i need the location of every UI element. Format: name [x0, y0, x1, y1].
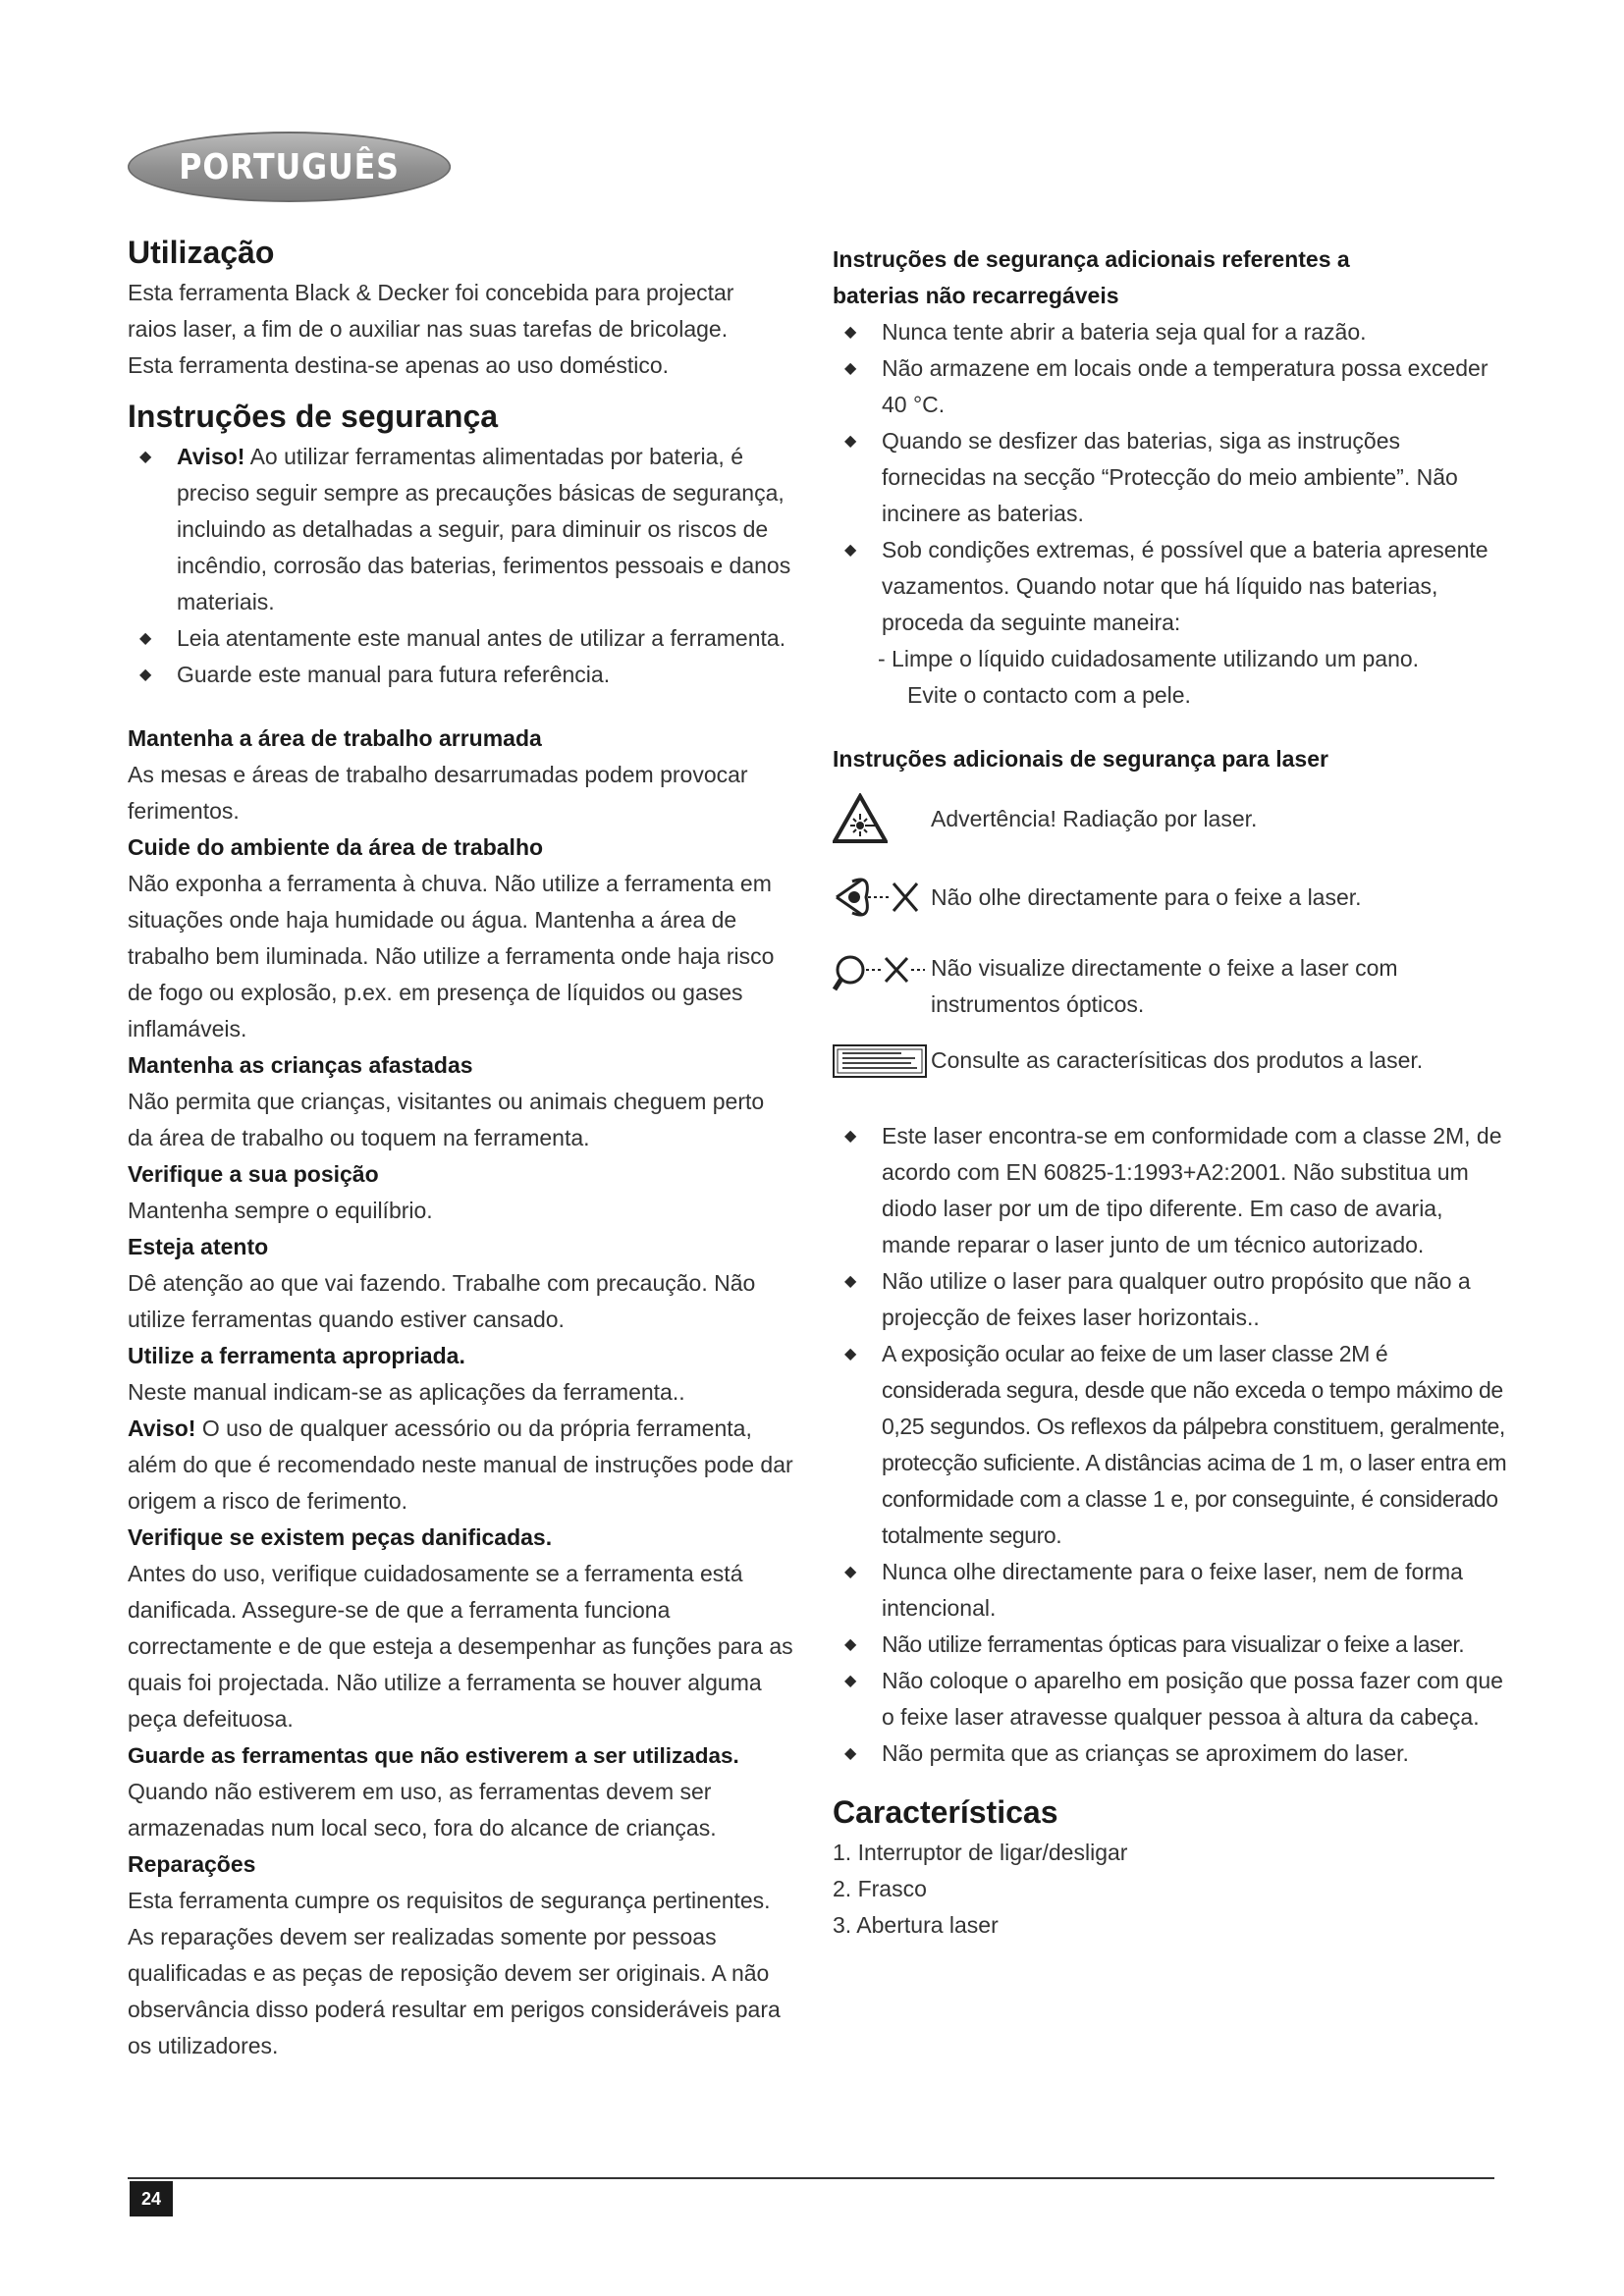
subsection-title: Mantenha as crianças afastadas [128, 1052, 473, 1078]
eye-no-stare-icon [833, 872, 931, 923]
page-number: 24 [130, 2181, 173, 2216]
bullet-icon: ◆ [844, 1346, 856, 1362]
footer-divider [128, 2177, 1494, 2179]
subsection-text: Neste manual indicam-se as aplicações da ferramenta.. [128, 1379, 685, 1405]
product-label-text: Consulte as caracterísiticas dos produtos a laser. [931, 1047, 1424, 1073]
magnifier-no-view-icon [833, 950, 931, 995]
bullet-text: Guarde este manual para futura referência. [177, 662, 611, 687]
feature-item: 2. Frasco [833, 1876, 927, 1901]
bullet-icon: ◆ [139, 449, 152, 465]
bullet-item [833, 1118, 1510, 1263]
bullet-icon: ◆ [844, 1636, 856, 1653]
subsection-warning [128, 1411, 795, 1520]
no-stare-row [833, 872, 1510, 923]
bullet-text: Quando se desfizer das baterias, siga as instruções fornecidas na secção “Protecção do meio ambiente”. Não incinere as baterias. [882, 428, 1458, 526]
subsection-text: Quando não estiverem em uso, as ferramentas devem ser armazenadas num local seco, fora do alcance de crianças. [128, 1779, 717, 1841]
bullet-text: Nunca olhe directamente para o feixe laser, nem de forma intencional. [882, 1559, 1463, 1621]
laser-warning-text: Advertência! Radiação por laser. [931, 805, 1258, 831]
bullet-text: Não coloque o aparelho em posição que possa fazer com que o feixe laser atravesse qualquer pessoa à altura da cabeça. [882, 1668, 1503, 1730]
bullet-icon: ◆ [844, 1128, 857, 1145]
laser-warning-row [833, 793, 1510, 844]
bullet-icon: ◆ [844, 542, 857, 559]
right-column [833, 234, 1510, 1944]
paragraph-utilizacao: Esta ferramenta Black & Decker foi concebida para projectar raios laser, a fim de o auxiliar nas suas tarefas de bricolage. Esta ferramenta destina-se apenas ao uso doméstico. [128, 280, 734, 378]
bullet-text: A exposição ocular ao feixe de um laser classe 2M é considerada segura, desde que não exceda o tempo máximo de 0,25 segundos. Os reflexos da pálpebra constituem, geralmente, protecção suficiente. A distâncias acima de 1 m, o laser entra em conformidade com a classe 1 e, por conseguinte, é considerado totalmente seguro. [882, 1341, 1507, 1548]
bullet-leia [128, 620, 795, 657]
bullet-item [833, 314, 1510, 350]
bullet-text: Ao utilizar ferramentas alimentadas por bateria, é preciso seguir sempre as precauções básicas de segurança, incluindo as detalhadas a seguir, para diminuir os riscos de incêndio, corrosão das baterias, ferimentos pessoais e danos materiais. [177, 444, 791, 614]
bullet-text: Não armazene em locais onde a temperatura possa exceder 40 °C. [882, 355, 1489, 417]
bullet-icon: ◆ [844, 1564, 857, 1580]
bullet-item [833, 423, 1510, 532]
dash-item-continued: Evite o contacto com a pele. [907, 682, 1191, 708]
bullet-item [833, 1663, 1510, 1735]
bullet-icon: ◆ [844, 360, 857, 377]
subsection-title: Verifique a sua posição [128, 1161, 379, 1187]
warning-label: Aviso! [128, 1415, 196, 1441]
left-column [128, 234, 795, 2064]
bullet-guarde [128, 657, 795, 693]
subsection-text: Não exponha a ferramenta à chuva. Não utilize a ferramenta em situações onde haja humidade ou água. Mantenha a área de trabalho bem iluminada. Não utilize a ferramenta onde haja risco de fogo ou explosão, p.ex. em presença de líquidos ou gases inflamáveis. [128, 871, 775, 1041]
subsection-title-laser: Instruções adicionais de segurança para laser [833, 746, 1328, 772]
subsection-title: Esteja atento [128, 1234, 269, 1259]
language-tab: PORTUGUÊS [128, 132, 451, 202]
feature-item: 1. Interruptor de ligar/desligar [833, 1840, 1128, 1865]
subsection-title: Cuide do ambiente da área de trabalho [128, 834, 544, 860]
subsection-text: Mantenha sempre o equilíbrio. [128, 1198, 433, 1223]
bullet-text: Nunca tente abrir a bateria seja qual for a razão. [882, 319, 1367, 345]
subsection-text: Esta ferramenta cumpre os requisitos de segurança pertinentes. As reparações devem ser realizadas somente por pessoas qualificadas e as peças de reposição devem ser originais. A não observância disso poderá resultar em perigos consideráveis para os utilizadores. [128, 1888, 781, 2058]
subsection-title: Verifique se existem peças danificadas. [128, 1524, 553, 1550]
product-label-icon [833, 1044, 931, 1078]
subsection-title: Mantenha a área de trabalho arrumada [128, 725, 542, 751]
bullet-text: Não utilize o laser para qualquer outro propósito que não a projecção de feixes laser horizontais.. [882, 1268, 1471, 1330]
bullet-icon: ◆ [844, 1673, 857, 1689]
bullet-text: Leia atentamente este manual antes de utilizar a ferramenta. [177, 625, 786, 651]
bullet-icon: ◆ [844, 324, 857, 341]
bullet-aviso [128, 439, 795, 620]
feature-item: 3. Abertura laser [833, 1912, 999, 1938]
subsection-text: As mesas e áreas de trabalho desarrumadas podem provocar ferimentos. [128, 762, 748, 824]
bullet-text: Não permita que as crianças se aproximem do laser. [882, 1740, 1409, 1766]
bullet-item [833, 1263, 1510, 1336]
bullet-text: Não utilize ferramentas ópticas para visualizar o feixe a laser. [882, 1631, 1465, 1657]
subsection-text: Dê atenção ao que vai fazendo. Trabalhe com precaução. Não utilize ferramentas quando estiver cansado. [128, 1270, 756, 1332]
product-label-row [833, 1042, 1510, 1079]
warning-text: O uso de qualquer acessório ou da própria ferramenta, além do que é recomendado neste manual de instruções pode dar origem a risco de ferimento. [128, 1415, 793, 1514]
bullet-item [833, 532, 1510, 641]
bullet-icon: ◆ [139, 630, 152, 647]
bullet-item [833, 1627, 1510, 1663]
bullet-item [833, 350, 1510, 423]
bullet-text: Este laser encontra-se em conformidade com a classe 2M, de acordo com EN 60825-1:1993+A2:2001. Não substitua um diodo laser por um de tipo diferente. Em caso de avaria, mande reparar o laser junto de um técnico autorizado. [882, 1123, 1502, 1257]
bullet-icon: ◆ [844, 1745, 857, 1762]
section-title-utilizacao: Utilização [128, 235, 275, 270]
section-title-caracteristicas: Características [833, 1794, 1058, 1830]
subsection-text: Não permita que crianças, visitantes ou animais cheguem perto da área de trabalho ou toquem na ferramenta. [128, 1089, 765, 1150]
subsection-title-baterias: Instruções de segurança adicionais referentes a baterias não recarregáveis [833, 246, 1350, 308]
bullet-item [833, 1735, 1510, 1772]
warning-label: Aviso! [177, 444, 245, 469]
subsection-title: Reparações [128, 1851, 256, 1877]
subsection-title: Utilize a ferramenta apropriada. [128, 1343, 465, 1368]
no-optical-text: Não visualize directamente o feixe a laser com instrumentos ópticos. [931, 955, 1398, 1017]
bullet-icon: ◆ [844, 1273, 857, 1290]
section-title-seguranca: Instruções de segurança [128, 399, 499, 434]
bullet-icon: ◆ [139, 667, 152, 683]
bullet-icon: ◆ [844, 433, 857, 450]
bullet-item [833, 1554, 1510, 1627]
bullet-item [833, 1336, 1510, 1554]
subsection-title: Guarde as ferramentas que não estiverem a ser utilizadas. [128, 1743, 739, 1768]
no-stare-text: Não olhe directamente para o feixe a laser. [931, 883, 1362, 910]
no-optical-row [833, 950, 1510, 1023]
dash-item: - Limpe o líquido cuidadosamente utilizando um pano. [878, 646, 1420, 671]
bullet-text: Sob condições extremas, é possível que a bateria apresente vazamentos. Quando notar que há líquido nas baterias, proceda da seguinte maneira: [882, 537, 1489, 635]
laser-warning-icon [833, 793, 931, 844]
subsection-text: Antes do uso, verifique cuidadosamente se a ferramenta está danificada. Assegure-se de que a ferramenta funciona correctamente e de que esteja a desempenhar as funções para as quais foi projectada. Não utilize a ferramenta se houver alguma peça defeituosa. [128, 1561, 793, 1732]
